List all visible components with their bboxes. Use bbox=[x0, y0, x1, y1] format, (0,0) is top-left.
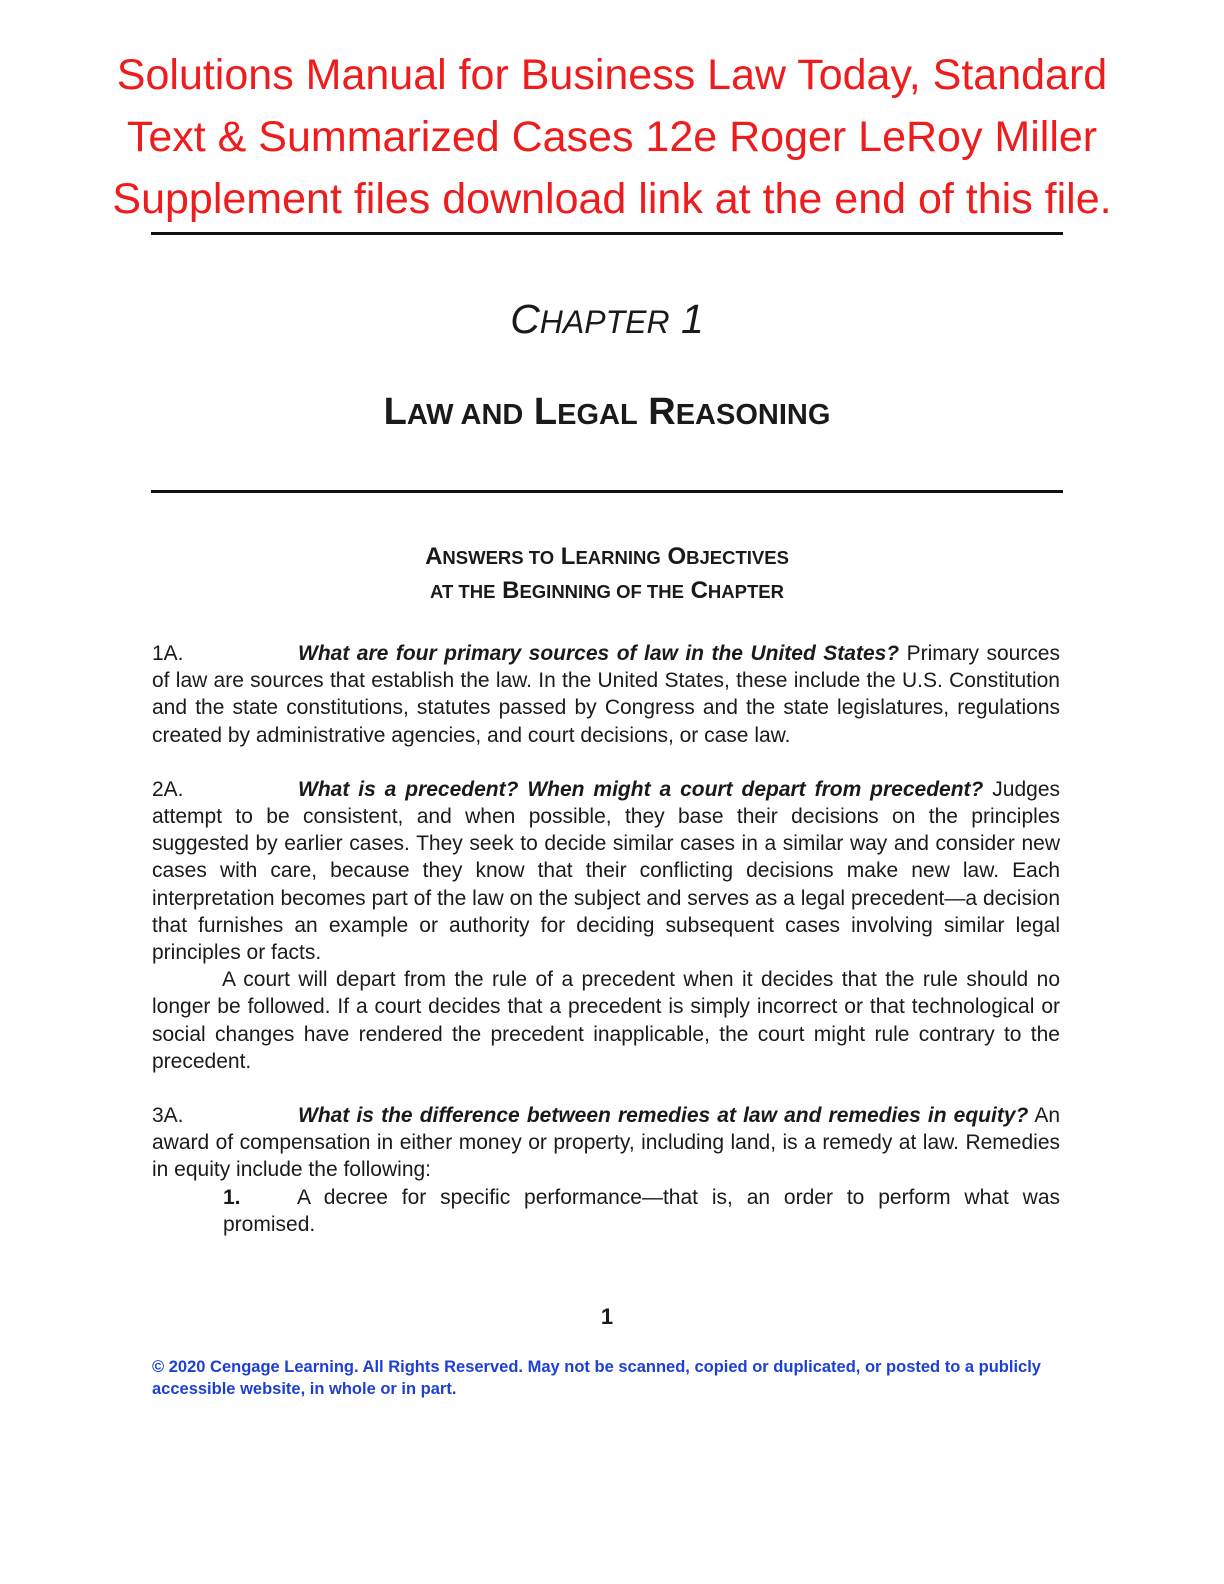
chapter-number: 1 bbox=[681, 296, 704, 342]
section-heading-line: AT THE BEGINNING OF THE CHAPTER bbox=[430, 577, 784, 604]
answer-question: What is a precedent? When might a court depart from precedent? bbox=[298, 777, 984, 801]
banner-line: Solutions Manual for Business Law Today, Standard bbox=[116, 51, 1108, 99]
banner-line: Text & Summarized Cases 12e Roger LeRoy Miller bbox=[126, 113, 1098, 161]
answer-text: An award of compensation in either money or property, including land, is a remedy at law. Remedies in equity include the following: bbox=[152, 1104, 1060, 1182]
answer-text: Judges attempt to be consistent, and when possible, they base their decisions on the principles suggested by earlier cases. They seek to decide similar cases in a similar way and consider new cases with care, because they know that their conflicting decisions make new law. Each interpretation becomes part of the law on the subject and serves as a legal precedent—a decision that furnishes an example or authority for deciding subsequent cases involving similar legal principles or facts. bbox=[152, 777, 1060, 965]
answer-item bbox=[152, 640, 1060, 749]
section-heading-line: ANSWERS TO LEARNING OBJECTIVES bbox=[425, 543, 789, 570]
chapter-label-initial: C bbox=[510, 296, 540, 342]
section-heading bbox=[151, 540, 1063, 608]
answer-number: 2A. bbox=[152, 777, 184, 801]
answers-content bbox=[152, 640, 1060, 1265]
bottom-divider bbox=[151, 490, 1063, 493]
chapter-title-word: LAW AND bbox=[383, 391, 524, 433]
chapter-label bbox=[151, 294, 1063, 347]
chapter-title-word: LEGAL bbox=[533, 391, 638, 433]
answer-subitem bbox=[152, 1184, 1060, 1238]
answer-item bbox=[152, 776, 1060, 1075]
copyright-notice: © 2020 Cengage Learning. All Rights Reserved. May not be scanned, copied or duplicated, or posted to a publicly accessible website, in whole or in part. bbox=[152, 1358, 1041, 1398]
banner-line: Supplement files download link at the end of this file. bbox=[112, 175, 1112, 223]
answer-text-continued: A court will depart from the rule of a precedent when it decides that the rule should no longer be followed. If a court decides that a precedent is simply incorrect or that technological or social changes have rendered the precedent inapplicable, the court might rule contrary to the precedent. bbox=[152, 968, 1060, 1073]
answer-question: What are four primary sources of law in the United States? bbox=[298, 642, 900, 665]
download-banner bbox=[30, 44, 1194, 230]
subitem-number: 1. bbox=[223, 1185, 241, 1209]
answer-number: 1A. bbox=[152, 642, 184, 665]
answer-number: 3A. bbox=[152, 1104, 184, 1128]
answer-text: Primary sources of law are sources that establish the law. In the United States, these include the U.S. Constitution and the state constitutions, statutes passed by Congress and the state legislatures, regulations created by administrative agencies, and court decisions, or case law. bbox=[152, 642, 1060, 747]
page-number: 1 bbox=[600, 1304, 614, 1329]
chapter-label-rest: HAPTER bbox=[539, 304, 670, 340]
answer-question: What is the difference between remedies at law and remedies in equity? bbox=[298, 1104, 1029, 1128]
top-divider bbox=[151, 232, 1063, 235]
answer-item bbox=[152, 1102, 1060, 1238]
chapter-title bbox=[151, 388, 1063, 439]
chapter-title-word: REASONING bbox=[648, 391, 831, 433]
subitem-text: A decree for specific performance—that is, an order to perform what was promised. bbox=[223, 1185, 1060, 1236]
